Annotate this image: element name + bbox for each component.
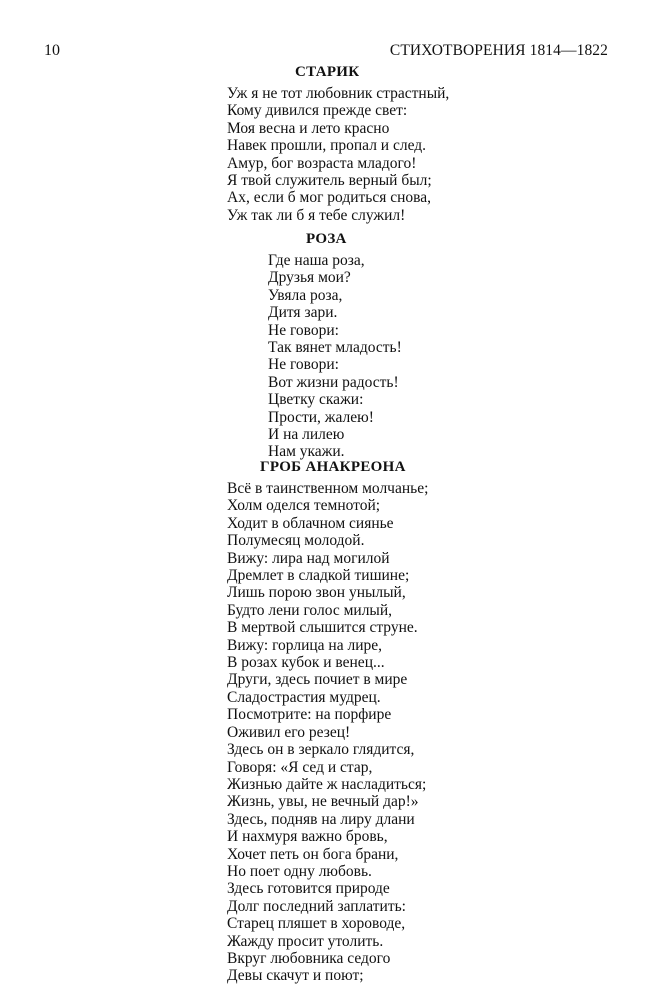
poem-roza: [268, 230, 402, 461]
verse-line: Вижу: лира над могилой: [227, 549, 390, 567]
poem-title: ГРОБ АНАКРЕОНА: [260, 459, 406, 475]
verse-line: Хочет петь он бога брани,: [227, 845, 399, 863]
verse-line: Други, здесь почиет в мире: [227, 671, 408, 689]
poem-lines: [268, 252, 402, 461]
verse-line: В мертвой слышится струне.: [227, 619, 418, 637]
verse-line: Сладострастия мудрец.: [227, 688, 381, 706]
verse-line: Ходит в облачном сиянье: [227, 514, 394, 532]
verse-line: Здесь он в зеркало глядится,: [227, 741, 415, 759]
verse-line: И нахмуря важно бровь,: [227, 828, 388, 846]
poem-starik: [227, 63, 449, 224]
verse-line: Не говори:: [268, 321, 339, 339]
running-head-title: СТИХОТВОРЕНИЯ 1814—1822: [389, 42, 608, 59]
verse-line: Холм оделся темнотой;: [227, 497, 381, 515]
poem-lines: [227, 85, 449, 224]
verse-line: Старец пляшет в хороводе,: [227, 915, 406, 933]
verse-line: Здесь готовится природе: [227, 880, 390, 898]
verse-line: Амур, бог возраста младого!: [227, 154, 417, 172]
verse-line: Вот жизни радость!: [268, 373, 399, 391]
verse-line: Друзья мои?: [268, 269, 351, 287]
verse-line: Жажду просит утолить.: [227, 932, 384, 950]
verse-line: Уж я не тот любовник страстный,: [227, 85, 450, 102]
poem-title: СТАРИК: [295, 64, 360, 80]
verse-line: Не говори:: [268, 356, 339, 374]
verse-line: Ах, если б мог родиться снова,: [227, 189, 432, 207]
verse-line: Увяла роза,: [268, 286, 343, 304]
verse-line: Будто лени голос милый,: [227, 601, 393, 619]
verse-line: Дитя зари.: [268, 304, 338, 322]
poem-grob-anakreona: [227, 458, 428, 985]
verse-line: Вкруг любовника седого: [227, 949, 391, 967]
verse-line: Жизнь, увы, не вечный дар!»: [227, 793, 419, 811]
verse-line: Посмотрите: на порфире: [227, 706, 392, 724]
verse-line: Моя весна и лето красно: [227, 119, 390, 137]
verse-line: Кому дивился прежде свет:: [227, 102, 408, 120]
verse-line: Вижу: горлица на лире,: [227, 636, 382, 654]
verse-line: Оживил его резец!: [227, 723, 351, 741]
verse-line: Дремлет в сладкой тишине;: [227, 567, 410, 585]
verse-line: И на лилею: [268, 426, 345, 444]
verse-line: В розах кубок и венец...: [227, 654, 385, 672]
verse-line: Уж так ли б я тебе служил!: [227, 206, 406, 224]
verse-line: Долг последний заплатить:: [227, 897, 406, 915]
verse-line: Здесь, подняв на лиру длани: [227, 810, 415, 828]
poem-title: РОЗА: [306, 231, 347, 247]
verse-line: Цветку скажи:: [268, 391, 364, 409]
page-number: 10: [44, 42, 60, 59]
verse-line: Я твой служитель верный был;: [227, 172, 432, 190]
verse-line: Жизнью дайте ж насладиться;: [227, 775, 427, 793]
verse-line: Девы скачут и поют;: [227, 967, 364, 985]
verse-line: Всё в таинственном молчанье;: [227, 480, 429, 497]
verse-line: Лишь порою звон унылый,: [227, 584, 406, 602]
verse-line: Полумесяц молодой.: [227, 532, 365, 550]
verse-line: Говоря: «Я сед и стар,: [227, 758, 373, 776]
verse-line: Но поет одну любовь.: [227, 862, 372, 880]
verse-line: Так вянет младость!: [268, 339, 402, 357]
verse-line: Нам укажи.: [268, 443, 345, 461]
running-head: [0, 41, 655, 63]
poem-lines: [227, 480, 428, 985]
verse-line: Где наша роза,: [268, 252, 365, 269]
verse-line: Прости, жалею!: [268, 408, 374, 426]
verse-line: Навек прошли, пропал и след.: [227, 137, 427, 155]
